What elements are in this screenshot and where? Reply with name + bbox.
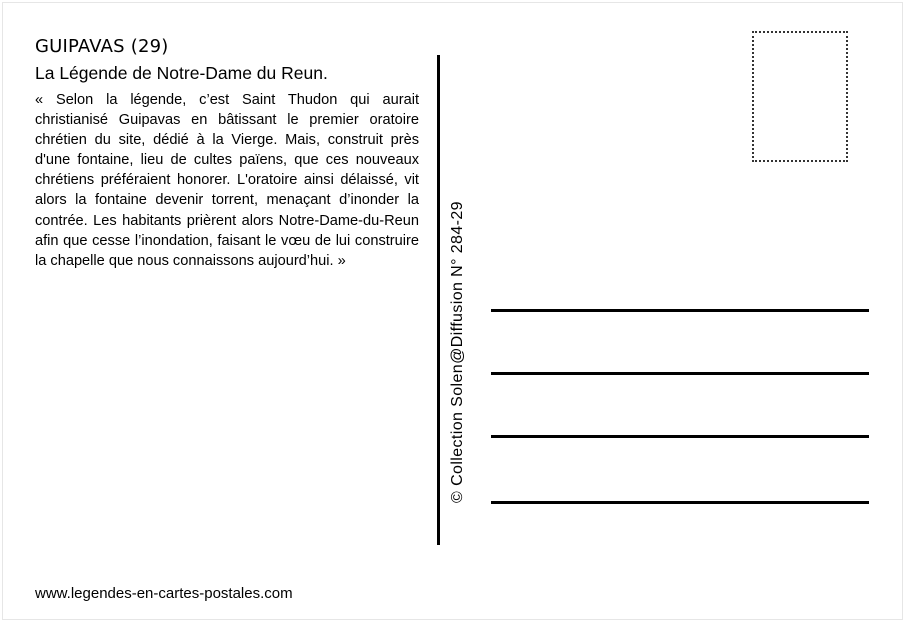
place-heading: GUIPAVAS (29) bbox=[35, 36, 169, 57]
address-line-2 bbox=[491, 372, 869, 375]
address-line-4 bbox=[491, 501, 869, 504]
address-line-3 bbox=[491, 435, 869, 438]
legend-title: La Légende de Notre-Dame du Reun. bbox=[35, 63, 328, 83]
center-divider bbox=[437, 55, 440, 545]
address-line-1 bbox=[491, 309, 869, 312]
copyright-text: © Collection Solen@Diffusion N° 284-29 bbox=[449, 201, 466, 503]
stamp-box bbox=[752, 31, 848, 162]
legend-text: « Selon la légende, c’est Saint Thudon qui aurait christianisé Guipavas en bâtissant le premier oratoire chrétien du site, dédié à la Vierge. Mais, construit près d'une fontaine, lieu de cultes païens, que ces nouveaux chrétiens préféraient honorer. L'oratoire ainsi délaissé, vit alors la fontaine devenir torrent, menaçant d’inonder la contrée. Les habitants prièrent alors Notre-Dame-du-Reun afin que cesse l’inondation, faisant le vœu de lui construire la chapelle que nous connaissons aujourd’hui. » bbox=[35, 92, 419, 269]
website-url: www.legendes-en-cartes-postales.com bbox=[35, 585, 293, 602]
